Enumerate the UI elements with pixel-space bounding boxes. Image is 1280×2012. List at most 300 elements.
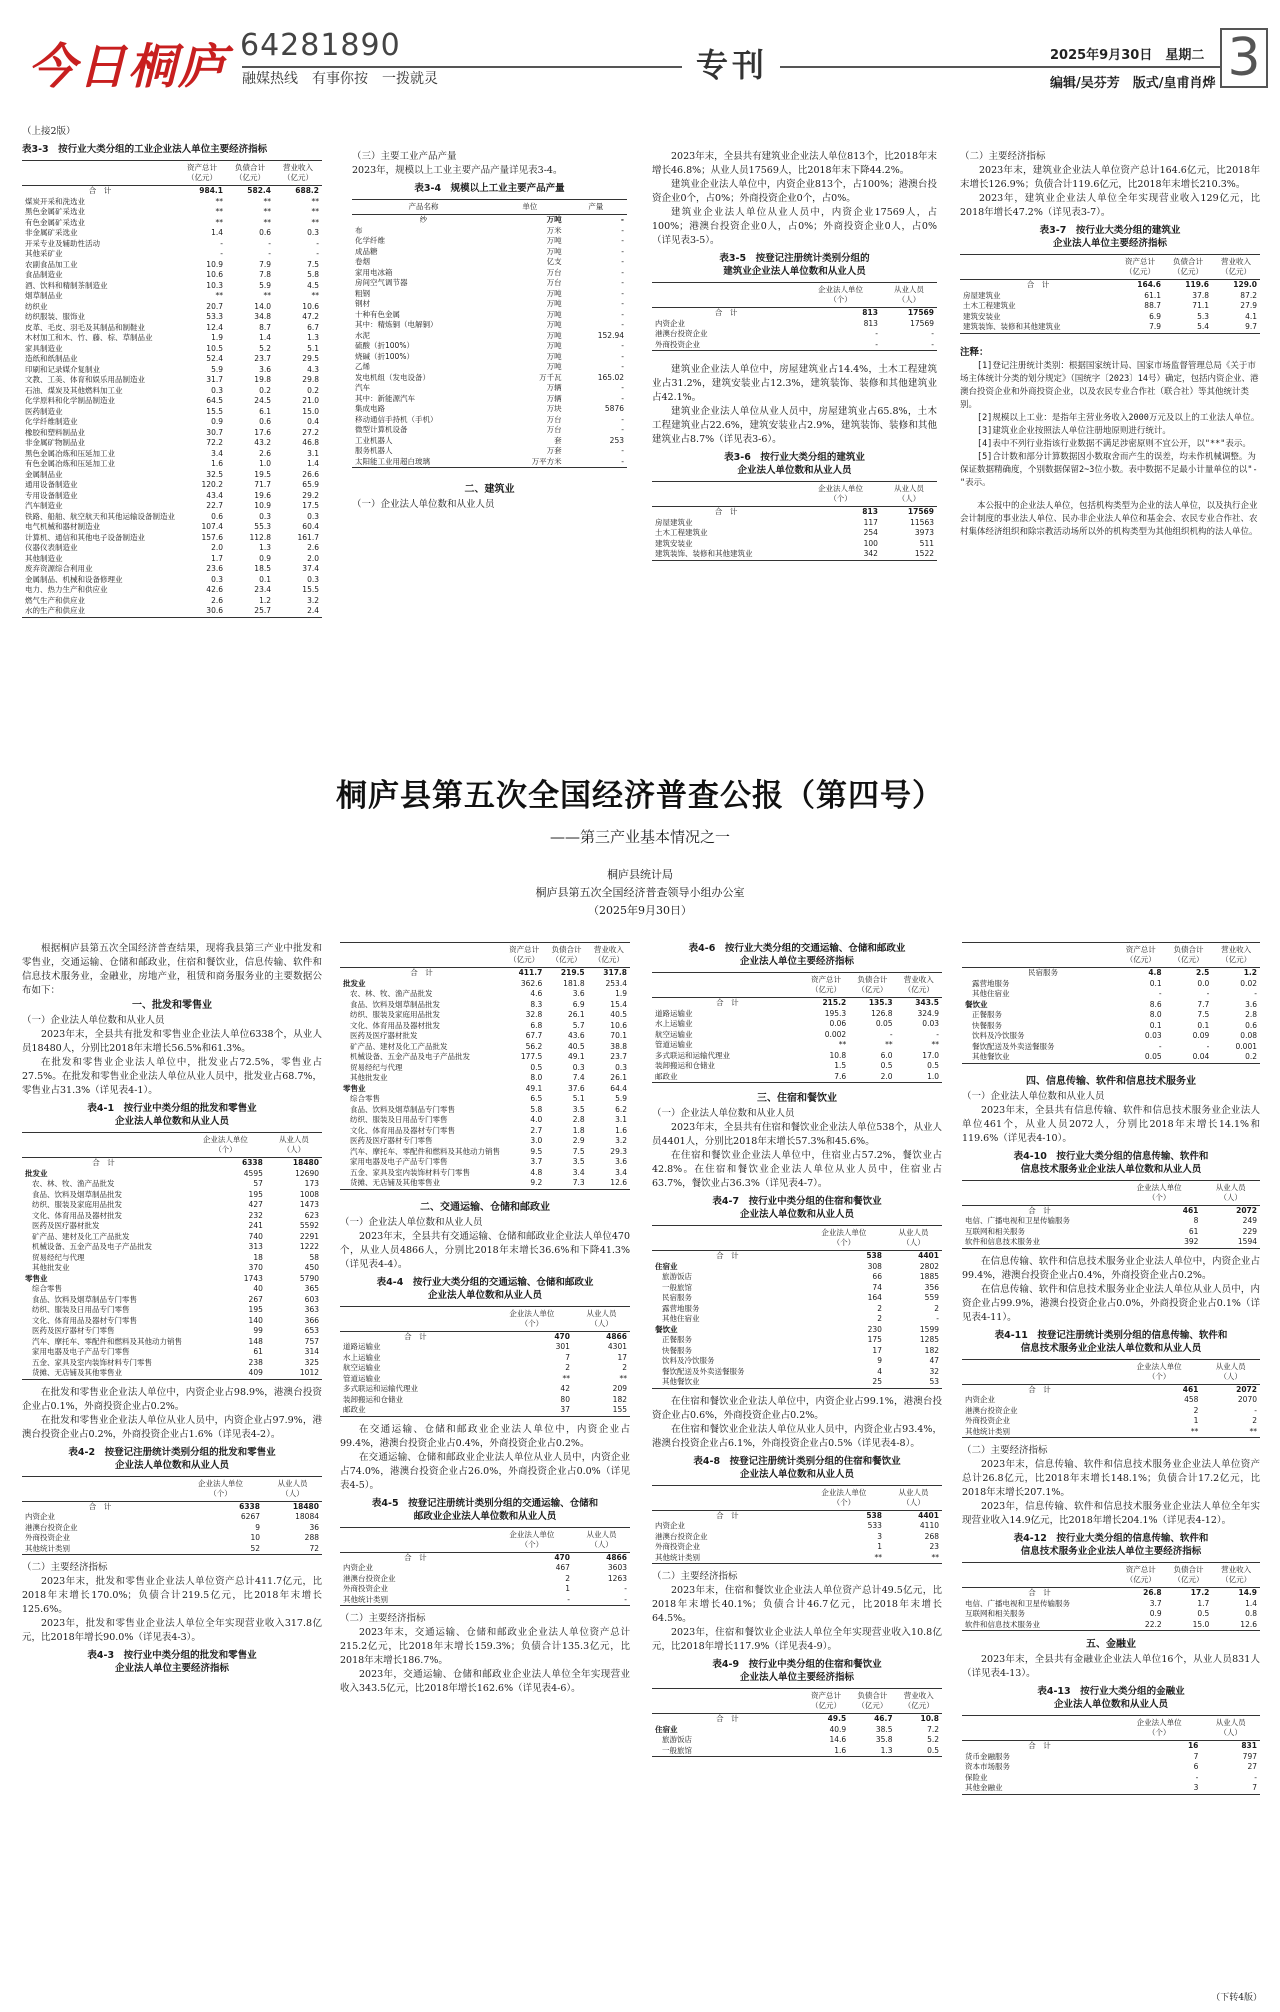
- row-label: 纺织、服装及日用品专门零售: [32, 1305, 130, 1314]
- cell-value: 533: [867, 1521, 882, 1530]
- table-row: [352, 362, 627, 373]
- cell-value: 万米: [546, 225, 562, 235]
- row-label: 废弃资源综合利用业: [25, 564, 93, 573]
- cell-value: 2.6: [307, 543, 319, 552]
- row-label: 电信、广播电视和卫星传输服务: [965, 1598, 1070, 1608]
- row-label: 餐饮配送及外卖送餐服务: [972, 1041, 1055, 1051]
- table-header-cell: 企业法人单位 （个）: [178, 1476, 263, 1501]
- cell-value: -: [621, 446, 624, 455]
- cell-value: 87.2: [1240, 290, 1257, 300]
- cell-value: 1263: [607, 1573, 627, 1583]
- table-header-cell: [340, 943, 503, 968]
- hospitality-econ-heading: （二）主要经济指标: [652, 1571, 738, 1582]
- cell-value: 3.6: [259, 364, 271, 374]
- table-row: [962, 1620, 1260, 1631]
- cell-value: 343.5: [915, 998, 939, 1007]
- row-label: 铁路、船舶、航空航天和其他运输设备制造业: [25, 511, 175, 521]
- cell-value: -: [620, 215, 624, 224]
- cell-value: 0.1: [1149, 978, 1162, 988]
- cell-value: 9: [255, 1522, 260, 1532]
- table-row: [22, 1501, 322, 1512]
- table-row: [22, 1337, 322, 1348]
- it-p5: 2023年，信息传输、软件和信息技术服务业企业法人单位全年实现营业收入14.9亿元，比2018年增长204.1%（详见表4-12）。: [962, 1501, 1260, 1526]
- table-row: [962, 1395, 1260, 1406]
- table-3-5-caption: 表3-5 按登记注册统计类别分组的 建筑业企业法人单位数和从业人员: [719, 253, 870, 277]
- row-label: 港澳台投资企业: [655, 329, 708, 338]
- table-header-cell: 从业人员 （人）: [573, 1527, 630, 1552]
- row-label: 其中：新能源汽车: [355, 393, 415, 403]
- row-label: 综合零售: [32, 1284, 62, 1293]
- cell-value: 47.2: [302, 312, 319, 321]
- cell-value: 66: [872, 1272, 882, 1281]
- cell-value: 60.4: [302, 522, 319, 531]
- table-row: [352, 226, 627, 237]
- bulletin-subtitle: ——第三产业基本情况之一: [549, 828, 730, 846]
- cell-value: 17: [617, 1352, 627, 1362]
- cell-value: 23: [929, 1542, 939, 1551]
- cell-value: 4595: [243, 1168, 263, 1178]
- cell-value: 623: [304, 1210, 319, 1220]
- row-label: 外商投资企业: [25, 1533, 70, 1542]
- cell-value: 10.3: [206, 280, 223, 290]
- table-header-cell: [652, 1689, 803, 1714]
- row-label: 露营地服务: [662, 1303, 700, 1313]
- cell-value: 1.2: [1243, 968, 1257, 977]
- table-row: [352, 268, 627, 279]
- table-row: [22, 1242, 322, 1253]
- table-4-13: [962, 1715, 1260, 1795]
- cell-value: 467: [555, 1563, 570, 1572]
- row-label: 家用电器及电子产品专门零售: [350, 1157, 448, 1166]
- row-label: 皮革、毛皮、羽毛及其制品和制鞋业: [25, 322, 145, 332]
- cell-value: 0.5: [530, 1062, 543, 1072]
- cell-value: 6.9: [572, 999, 585, 1009]
- cell-value: 2: [622, 1363, 627, 1372]
- cell-value: 15.5: [302, 585, 319, 594]
- cell-value: 37.6: [567, 1083, 585, 1093]
- bulletin-intro: 根据桐庐县第五次全国经济普查结果，现将我县第三产业中批发和零售业，交通运输、仓储和邮政业，住宿和餐饮业，信息传输、软件和信息技术服务业，金融业，房地产业，租赁和商务服务业的主要数据公布如下：: [22, 943, 322, 996]
- cell-value: 8.3: [530, 999, 543, 1009]
- row-label: 一般旅馆: [652, 1746, 803, 1757]
- cell-value: 5.2: [259, 343, 271, 353]
- cell-value: 7: [565, 1352, 570, 1362]
- editor-credit: 编辑/吴芬芳 版式/皇甫肖烨: [1050, 76, 1216, 91]
- table-row: [340, 1126, 630, 1137]
- table-row: [340, 1405, 630, 1416]
- cell-value: 88.7: [1144, 301, 1161, 310]
- cell-value: 5.9: [259, 280, 271, 290]
- row-label: 其中：精炼铜（电解铜）: [355, 320, 438, 329]
- cell-value: 22.2: [1117, 1620, 1165, 1631]
- row-label: 内资企业: [655, 1521, 685, 1530]
- table-row: [22, 396, 322, 407]
- row-label: 航空运输业: [655, 1029, 693, 1039]
- cell-value: **: [1201, 1427, 1260, 1438]
- table-row: [22, 1263, 322, 1274]
- row-label: 计算机、通信和其他电子设备制造业: [25, 532, 145, 542]
- cell-value: 155: [573, 1405, 630, 1416]
- row-label: 食品、饮料及烟草制品批发: [350, 999, 440, 1009]
- section-construction-sub: （一）企业法人单位数和从业人员: [352, 499, 495, 510]
- cell-value: **: [562, 1373, 570, 1383]
- cell-value: 370: [248, 1263, 263, 1272]
- table-row: [652, 1019, 942, 1030]
- cell-value: 40.9: [829, 1724, 847, 1734]
- row-label: 矿产品、建材及化工产品批发: [350, 1041, 448, 1051]
- row-label: 造纸和纸制品业: [25, 354, 78, 363]
- cell-value: 0.3: [572, 1062, 585, 1072]
- cell-value: 18480: [292, 1501, 319, 1511]
- row-label: 外商投资企业: [655, 1542, 700, 1551]
- cell-value: 23.7: [254, 354, 271, 363]
- cell-value: 195.3: [824, 1008, 847, 1018]
- cell-value: 362.6: [520, 978, 543, 988]
- table-row: [22, 323, 322, 334]
- table-row: [652, 1040, 942, 1051]
- section-wholesale-sub: （一）企业法人单位数和从业人员: [22, 1015, 165, 1026]
- table-row: [340, 1552, 630, 1563]
- table-row: [340, 1363, 630, 1374]
- row-label: 合 计: [716, 1510, 739, 1520]
- table-header-cell: [962, 1180, 1117, 1205]
- row-label: 零售业: [25, 1273, 48, 1283]
- table-header-cell: 产品名称: [352, 200, 495, 215]
- table-row: [22, 512, 322, 523]
- cell-value: 0.3: [307, 511, 319, 521]
- row-label: 管道运输业: [655, 1040, 693, 1049]
- cell-value: 18084: [295, 1512, 319, 1521]
- cell-value: 0.6: [211, 511, 223, 521]
- table-row: [22, 1221, 322, 1232]
- table-row: [652, 1553, 942, 1564]
- cell-value: **: [311, 196, 319, 206]
- table-row: [22, 344, 322, 355]
- table-row: [22, 302, 322, 313]
- table-4-10-caption: 表4-10 按行业大类分组的信息传输、软件和 信息技术服务业企业法人单位数和从业人员: [1013, 1150, 1209, 1175]
- cell-value: 1.7: [211, 553, 223, 563]
- it-econ-heading: （二）主要经济指标: [962, 1445, 1048, 1456]
- it-p3: 在信息传输、软件和信息技术服务业企业法人单位从业人员中，内资企业占99.9%，港澳台投资企业占0.0%，外商投资企业占0.1%（详见表4-11）。: [962, 1283, 1260, 1323]
- wholesale-p3: 在批发和零售业企业法人单位中，内资企业占98.9%，港澳台投资企业占0.1%，外商投资企业占0.2%。: [22, 1386, 322, 1412]
- table-header-cell: [652, 482, 800, 507]
- transport-p2: 在交通运输、仓储和邮政业企业法人单位中，内资企业占99.4%，港澳台投资企业占0.4%，外商投资企业占0.2%。: [340, 1423, 630, 1449]
- table-row: [22, 554, 322, 565]
- cell-value: 5.2: [927, 1735, 939, 1744]
- table-row: [652, 1051, 942, 1062]
- cell-value: 209: [612, 1384, 627, 1393]
- cell-value: 1522: [881, 549, 937, 560]
- section-it-title: 四、信息传输、软件和信息技术服务业: [1026, 1075, 1196, 1087]
- cell-value: 0.001: [1235, 1041, 1257, 1051]
- table-row: [652, 507, 937, 518]
- row-label: 房屋建筑业: [655, 517, 693, 527]
- continued-to: （下转4版）: [1211, 1993, 1262, 2003]
- row-label: 外商投资企业: [652, 340, 800, 351]
- row-label: 建筑装饰、装修和其他建筑业: [960, 322, 1116, 333]
- cell-value: 10.8: [829, 1050, 847, 1060]
- cell-value: 813: [862, 507, 878, 516]
- cell-value: 1222: [299, 1242, 319, 1251]
- bulletin-date: （2025年9月30日）: [588, 904, 692, 917]
- cell-value: 20.7: [206, 301, 223, 311]
- table-row: [652, 1542, 942, 1553]
- cell-value: 8.0: [1149, 1010, 1162, 1019]
- row-label: 乙烯: [355, 362, 370, 371]
- row-label: 食品制造业: [25, 270, 63, 279]
- row-label: 其他统计类别: [962, 1427, 1117, 1438]
- table-4-1-caption: 表4-1 按行业中类分组的批发和零售业 企业法人单位数和从业人员: [87, 1103, 257, 1127]
- cell-value: 230: [867, 1324, 882, 1334]
- row-label: 燃气生产和供应业: [25, 595, 85, 605]
- row-label: 其他制造业: [25, 553, 63, 563]
- table-row: [340, 989, 630, 1000]
- cell-value: 0.5: [1197, 1609, 1210, 1618]
- table-4-3-caption: 表4-3 按行业中类分组的批发和零售业 企业法人单位主要经济指标: [87, 1650, 257, 1674]
- row-label: 机械设备、五金产品及电子产品批发: [32, 1242, 152, 1251]
- table-row: [22, 1523, 322, 1534]
- notes-list: [960, 360, 1260, 490]
- table-row: [652, 528, 937, 539]
- table-row: [22, 1326, 322, 1337]
- table-row: [962, 968, 1260, 979]
- table-header-cell: 负债合计 （亿元）: [226, 161, 274, 186]
- cell-value: 1.9: [615, 989, 627, 998]
- cell-value: 112.8: [249, 532, 271, 542]
- row-label: 矿产品、建材及化工产品批发: [32, 1231, 130, 1241]
- cell-value: -: [1195, 1772, 1199, 1782]
- table-row: [352, 352, 627, 363]
- row-label: 合 计: [404, 1552, 427, 1562]
- row-label: 其他批发业: [350, 1073, 388, 1082]
- cell-value: -: [621, 236, 624, 245]
- cell-value: 324.9: [917, 1008, 939, 1018]
- cell-value: 2802: [919, 1261, 939, 1271]
- cell-value: 2.9: [572, 1136, 585, 1145]
- row-label: 资本市场服务: [965, 1762, 1010, 1771]
- row-label: 合 计: [1028, 1384, 1051, 1394]
- table-row: [352, 425, 627, 436]
- cell-value: 1743: [243, 1273, 263, 1283]
- cell-value: 0.04: [1165, 1052, 1213, 1063]
- table-header-cell: 营业收入 （亿元）: [896, 1689, 942, 1714]
- row-label: 食品、饮料及烟草制品专门零售: [350, 1104, 455, 1114]
- table-4-11-caption: 表4-11 按登记注册统计类别分组的信息传输、软件和 信息技术服务业企业法人单位数和从业人员: [994, 1329, 1228, 1354]
- hospitality-p2: 在住宿和餐饮业企业法人单位中，住宿业占57.2%，餐饮业占42.8%。在住宿和餐饮业企业法人单位从业人员中，住宿业占63.7%，餐饮业占36.3%（详见表4-7）。: [652, 1150, 942, 1189]
- table-row: [652, 1293, 942, 1304]
- row-label: 医药及医疗器材批发: [32, 1221, 100, 1230]
- row-label: 电力、热力生产和供应业: [25, 585, 108, 594]
- cell-value: 万千瓦: [539, 372, 562, 382]
- table-row: [962, 1010, 1260, 1021]
- cell-value: 19.8: [254, 375, 271, 384]
- row-label: 机械设备、五金产品及电子产品批发: [350, 1052, 470, 1061]
- cell-value: 19.5: [254, 469, 271, 479]
- cell-value: 10: [250, 1533, 260, 1542]
- cell-value: 47: [929, 1356, 939, 1365]
- table-row: [340, 1595, 630, 1606]
- cell-value: 470: [554, 1552, 570, 1562]
- cell-value: -: [1206, 989, 1210, 998]
- table-row: [962, 1741, 1260, 1752]
- row-label: 黑色金属矿采选业: [25, 207, 85, 216]
- row-label: 建筑装饰、装修和其他建筑业: [652, 549, 800, 560]
- table-header-cell: 单位: [495, 200, 565, 215]
- table-row: [22, 291, 322, 302]
- cell-value: **: [215, 217, 223, 227]
- table-header-cell: 从业人员 （人）: [1201, 1716, 1260, 1741]
- cell-value: 46.8: [302, 438, 319, 447]
- cell-value: 1.3: [259, 543, 271, 552]
- table-row: [352, 257, 627, 268]
- cell-value: 458: [1184, 1395, 1199, 1404]
- cell-value: **: [838, 1040, 847, 1049]
- table-row: [962, 1773, 1260, 1784]
- table-row: [340, 1094, 630, 1105]
- table-row: [962, 1021, 1260, 1032]
- row-label: 互联网和相关服务: [965, 1609, 1025, 1618]
- table-4-8-caption: 表4-8 按登记注册统计类别分组的住宿和餐饮业 企业法人单位数和从业人员: [693, 1455, 901, 1480]
- row-label: 内资企业: [25, 1512, 55, 1521]
- cell-value: 1: [1193, 1416, 1199, 1425]
- row-label: 纺织、服装及家庭用品批发: [350, 1010, 440, 1019]
- cell-value: **: [263, 207, 271, 216]
- cell-value: 2291: [299, 1231, 319, 1241]
- cell-value: 538: [866, 1510, 882, 1520]
- table-header-cell: 负债合计 （亿元）: [849, 1689, 895, 1714]
- cell-value: 0.9: [211, 417, 223, 426]
- table-4-9: [652, 1688, 942, 1757]
- cell-value: 11563: [910, 517, 934, 527]
- row-label: 纺织、服装及家庭用品批发: [32, 1200, 122, 1209]
- cell-value: 6.7: [307, 322, 319, 332]
- table-row: [352, 436, 627, 447]
- row-label: 零售业: [343, 1083, 366, 1093]
- table-header-cell: [340, 1527, 491, 1552]
- table-row: [22, 197, 322, 208]
- table-row: [340, 1374, 630, 1385]
- table-row: [340, 1574, 630, 1585]
- cell-value: 30.7: [206, 427, 223, 437]
- cell-value: 35.8: [875, 1735, 893, 1744]
- cell-value: 43.6: [567, 1031, 585, 1040]
- table-header-cell: 资产总计 （亿元）: [503, 943, 545, 968]
- cell-value: 42: [560, 1384, 570, 1393]
- row-label: 合 计: [716, 1714, 739, 1723]
- construction-econ-heading: （二）主要经济指标: [960, 151, 1046, 162]
- cell-value: **: [803, 1553, 885, 1564]
- cell-value: 7.4: [572, 1073, 585, 1082]
- table-row: [352, 299, 627, 310]
- cell-value: 0.02: [1240, 978, 1257, 988]
- table-4-6-caption: 表4-6 按行业大类分组的交通运输、仓储和邮政业 企业法人单位主要经济指标: [688, 943, 906, 967]
- cell-value: 64.4: [610, 1083, 627, 1093]
- cell-value: 2.0: [307, 553, 319, 563]
- cell-value: 195: [248, 1305, 263, 1314]
- cell-value: -: [800, 340, 881, 351]
- table-row: [352, 383, 627, 394]
- cell-value: 0.0: [1197, 978, 1210, 988]
- note-item: [2]规模以上工业：是指年主营业务收入2000万元及以上的工业法人单位。: [977, 412, 1260, 423]
- row-label: 通用设备制造业: [25, 480, 78, 489]
- table-row: [652, 1346, 942, 1357]
- table-row: [340, 1084, 630, 1095]
- cell-value: 55.3: [254, 522, 271, 531]
- table-header-cell: 营业收入 （亿元）: [1212, 1563, 1260, 1588]
- cell-value: 1.6: [615, 1125, 627, 1135]
- row-label: 家用电器及电子产品专门零售: [32, 1347, 130, 1356]
- cell-value: 10.6: [206, 270, 223, 279]
- row-label: 土木工程建筑业: [655, 528, 708, 537]
- cell-value: 25.7: [226, 606, 274, 617]
- row-label: 软件和信息技术服务业: [962, 1620, 1117, 1631]
- table-row: [340, 1052, 630, 1063]
- cell-value: 万吨: [546, 330, 562, 340]
- cell-value: 2.7: [530, 1125, 543, 1135]
- table-row: [652, 1061, 942, 1072]
- table-row: [652, 1725, 942, 1736]
- cell-value: 32: [929, 1366, 939, 1376]
- cell-value: 38.5: [875, 1724, 893, 1734]
- cell-value: 3.1: [307, 448, 319, 458]
- cell-value: 2.8: [1245, 1010, 1257, 1019]
- cell-value: 32.8: [525, 1010, 543, 1019]
- issuer-1: 桐庐县统计局: [607, 868, 673, 881]
- table-row: [340, 1042, 630, 1053]
- cell-value: 3.6: [1245, 999, 1257, 1009]
- table-row: [962, 1427, 1260, 1438]
- cell-value: **: [263, 217, 271, 227]
- cell-value: 0.09: [1192, 1031, 1210, 1040]
- cell-value: 461: [1182, 1384, 1199, 1394]
- table-row: [352, 394, 627, 405]
- cell-value: **: [1117, 1427, 1201, 1438]
- row-label: 住宿业: [655, 1261, 678, 1271]
- row-label: 饮料及冷饮服务: [662, 1356, 715, 1365]
- cell-value: 38.8: [610, 1041, 627, 1051]
- cell-value: 1.4: [307, 459, 319, 468]
- construction-p5: 建筑业企业法人单位从业人员中，房屋建筑业占65.8%，土木工程建筑业占22.6%，建筑安装业占2.9%，建筑装饰、装修和其他建筑业占8.7%（详见表3-6）。: [652, 406, 937, 445]
- cell-value: 0.2: [307, 385, 319, 395]
- cell-value: 0.3: [615, 1062, 627, 1072]
- transport-p1: 2023年末，全县共有交通运输、仓储和邮政业企业法人单位470个，从业人员4866人，分别比2018年末增长36.6%和下降41.3%（详见表4-4）。: [340, 1230, 630, 1270]
- table-row: [22, 1544, 322, 1555]
- cell-value: 7: [1193, 1751, 1199, 1761]
- cell-value: 3.4: [615, 1167, 627, 1177]
- bottom-column-4: [962, 942, 1260, 1987]
- row-label: 汽车: [355, 383, 370, 392]
- cell-value: 万套: [546, 446, 562, 455]
- row-label: 非金属矿物制品业: [25, 438, 85, 447]
- table-header-cell: 资产总计 （亿元）: [1117, 1563, 1165, 1588]
- table-row: [652, 1325, 942, 1336]
- cell-value: 万吨: [546, 362, 562, 371]
- cell-value: 14.0: [254, 301, 271, 311]
- table-row: [22, 480, 322, 491]
- cell-value: 4866: [606, 1331, 627, 1341]
- table-4-3: [340, 942, 630, 1190]
- cell-value: 6: [1193, 1762, 1199, 1771]
- row-label: 民宿服务: [662, 1293, 692, 1302]
- row-label: 餐饮业: [655, 1324, 678, 1334]
- cell-value: 5.9: [615, 1094, 627, 1103]
- table-header-cell: 企业法人单位 （个）: [800, 283, 881, 308]
- page-number: 3: [1220, 28, 1268, 88]
- table-row: [652, 518, 937, 529]
- cell-value: 10.9: [254, 501, 271, 510]
- cell-value: 67.7: [525, 1031, 543, 1040]
- cell-value: 8.0: [530, 1073, 543, 1082]
- cell-value: 46.7: [874, 1714, 893, 1723]
